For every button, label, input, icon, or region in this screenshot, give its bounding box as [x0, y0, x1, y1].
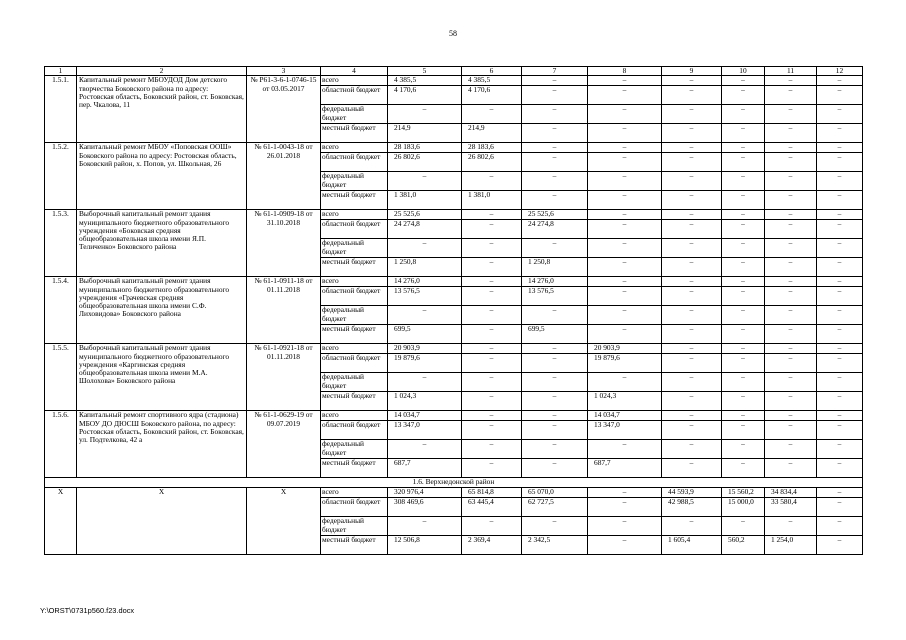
funding-source-cell: всего	[321, 210, 388, 220]
amount-cell: –	[388, 306, 462, 325]
project-name-cell: Выборочный капитальный ремонт здания муниципального бюджетного образовательного учреждения «Грачевская средняя общеобразовательная школа имени С.Ф. Лиховидова» Боковского района	[77, 277, 247, 344]
amount-cell: –	[462, 517, 522, 536]
amount-cell: –	[388, 239, 462, 258]
amount-cell: –	[817, 354, 863, 373]
amount-cell: 33 580,4	[765, 498, 817, 517]
amount-cell: –	[522, 306, 588, 325]
amount-cell: 20 903,9	[588, 344, 662, 354]
funding-source-cell: федеральный бюджет	[321, 105, 388, 124]
amount-cell: –	[588, 239, 662, 258]
amount-cell: –	[462, 220, 522, 239]
amount-cell: –	[722, 124, 765, 143]
total-marker-cell: Х	[77, 488, 247, 555]
header-cell: 3	[247, 67, 321, 76]
amount-cell: –	[817, 153, 863, 172]
amount-cell: –	[765, 143, 817, 153]
amount-cell: –	[817, 306, 863, 325]
amount-cell: –	[588, 220, 662, 239]
funding-source-cell: местный бюджет	[321, 258, 388, 277]
amount-cell: 34 834,4	[765, 488, 817, 498]
amount-cell: –	[462, 354, 522, 373]
amount-cell: –	[588, 373, 662, 392]
amount-cell: –	[388, 373, 462, 392]
amount-cell: –	[522, 440, 588, 459]
header-cell: 11	[765, 67, 817, 76]
amount-cell: –	[522, 86, 588, 105]
amount-cell: 1 024,3	[588, 392, 662, 411]
amount-cell: –	[765, 306, 817, 325]
amount-cell: –	[662, 411, 722, 421]
amount-cell: –	[765, 220, 817, 239]
project-name-cell: Выборочный капитальный ремонт здания муниципального бюджетного образовательного учреждения «Каргинская средняя общеобразовательная школа имени М.А. Шолохова» Боковского района	[77, 344, 247, 411]
amount-cell: –	[662, 105, 722, 124]
document-number-cell: № 61-1-0911-18 от 01.11.2018	[247, 277, 321, 344]
funding-source-cell: областной бюджет	[321, 220, 388, 239]
amount-cell: 14 276,0	[388, 277, 462, 287]
amount-cell: –	[662, 287, 722, 306]
amount-cell: –	[722, 373, 765, 392]
amount-cell: 13 576,5	[388, 287, 462, 306]
funding-source-cell: федеральный бюджет	[321, 239, 388, 258]
amount-cell: –	[817, 459, 863, 478]
project-name-cell: Капитальный ремонт спортивного ядра (стадиона) МБОУ ДО ДЮСШ Боковского района, по адресу: Ростовская область, Боковский район, ст. Боковская, ул. Подтелкова, 42 а	[77, 411, 247, 478]
amount-cell: –	[522, 239, 588, 258]
amount-cell: –	[722, 191, 765, 210]
amount-cell: –	[462, 344, 522, 354]
amount-cell: –	[462, 277, 522, 287]
item-number-cell: 1.5.3.	[45, 210, 77, 277]
amount-cell: 63 445,4	[462, 498, 522, 517]
funding-source-cell: местный бюджет	[321, 325, 388, 344]
funding-source-cell: федеральный бюджет	[321, 440, 388, 459]
amount-cell: –	[662, 172, 722, 191]
amount-cell: –	[522, 124, 588, 143]
amount-cell: –	[662, 210, 722, 220]
amount-cell: –	[522, 153, 588, 172]
amount-cell: –	[765, 440, 817, 459]
amount-cell: –	[522, 517, 588, 536]
header-cell: 9	[662, 67, 722, 76]
amount-cell: –	[817, 76, 863, 86]
document-number-cell: № 61-1-0921-18 от 01.11.2018	[247, 344, 321, 411]
funding-source-cell: федеральный бюджет	[321, 306, 388, 325]
amount-cell: –	[722, 306, 765, 325]
amount-cell: –	[588, 325, 662, 344]
header-row	[45, 67, 863, 76]
amount-cell: 699,5	[388, 325, 462, 344]
amount-cell: 25 525,6	[388, 210, 462, 220]
amount-cell: 1 254,0	[765, 536, 817, 555]
amount-cell: –	[462, 440, 522, 459]
item-number-cell: 1.5.5.	[45, 344, 77, 411]
amount-cell: –	[662, 124, 722, 143]
amount-cell: 26 802,6	[462, 153, 522, 172]
amount-cell: –	[817, 239, 863, 258]
amount-cell: 19 879,6	[388, 354, 462, 373]
amount-cell: –	[817, 498, 863, 517]
amount-cell: –	[817, 86, 863, 105]
amount-cell: –	[522, 354, 588, 373]
project-name-cell: Капитальный ремонт МБОУДОД Дом детского творчества Боковского района по адресу: Ростовская область, Боковский район, ст. Боковская, пер. Чкалова, 11	[77, 76, 247, 143]
amount-cell: –	[817, 488, 863, 498]
amount-cell: –	[722, 210, 765, 220]
amount-cell: 14 034,7	[588, 411, 662, 421]
amount-cell: –	[462, 172, 522, 191]
amount-cell: 19 879,6	[588, 354, 662, 373]
amount-cell: 20 903,9	[388, 344, 462, 354]
funding-source-cell: местный бюджет	[321, 191, 388, 210]
amount-cell: 4 385,5	[462, 76, 522, 86]
amount-cell: –	[522, 459, 588, 478]
table-row	[45, 210, 863, 220]
funding-source-cell: местный бюджет	[321, 459, 388, 478]
amount-cell: –	[662, 373, 722, 392]
amount-cell: –	[462, 287, 522, 306]
amount-cell: –	[722, 459, 765, 478]
amount-cell: –	[462, 411, 522, 421]
amount-cell: 25 525,6	[522, 210, 588, 220]
funding-source-cell: местный бюджет	[321, 536, 388, 555]
amount-cell: 65 814,8	[462, 488, 522, 498]
document-number-cell: № Р61-3-6-1-0746-15 от 03.05.2017	[247, 76, 321, 143]
amount-cell: –	[462, 306, 522, 325]
amount-cell: –	[722, 86, 765, 105]
amount-cell: –	[588, 277, 662, 287]
funding-source-cell: областной бюджет	[321, 498, 388, 517]
amount-cell: –	[765, 344, 817, 354]
amount-cell: –	[388, 172, 462, 191]
amount-cell: –	[388, 517, 462, 536]
amount-cell: –	[462, 258, 522, 277]
amount-cell: 15 560,2	[722, 488, 765, 498]
amount-cell: 214,9	[462, 124, 522, 143]
amount-cell: –	[662, 421, 722, 440]
amount-cell: –	[522, 191, 588, 210]
funding-source-cell: всего	[321, 488, 388, 498]
amount-cell: –	[522, 411, 588, 421]
amount-cell: –	[765, 325, 817, 344]
amount-cell: –	[462, 105, 522, 124]
amount-cell: –	[588, 440, 662, 459]
amount-cell: –	[722, 172, 765, 191]
header-cell: 5	[388, 67, 462, 76]
amount-cell: –	[588, 517, 662, 536]
amount-cell: 2 369,4	[462, 536, 522, 555]
funding-source-cell: федеральный бюджет	[321, 373, 388, 392]
amount-cell: –	[462, 210, 522, 220]
amount-cell: 1 024,3	[388, 392, 462, 411]
amount-cell: –	[462, 325, 522, 344]
amount-cell: 42 988,5	[662, 498, 722, 517]
amount-cell: –	[765, 517, 817, 536]
amount-cell: –	[588, 153, 662, 172]
amount-cell: –	[722, 344, 765, 354]
amount-cell: –	[765, 459, 817, 478]
funding-source-cell: местный бюджет	[321, 124, 388, 143]
amount-cell: –	[588, 306, 662, 325]
table-row	[45, 344, 863, 354]
amount-cell: –	[765, 153, 817, 172]
amount-cell: 28 183,6	[388, 143, 462, 153]
amount-cell: –	[817, 287, 863, 306]
footer-file-path: Y:\ORST\0731p560.f23.docx	[40, 606, 135, 615]
amount-cell: 560,2	[722, 536, 765, 555]
amount-cell: –	[662, 392, 722, 411]
table-row	[45, 488, 863, 498]
amount-cell: 14 276,0	[522, 277, 588, 287]
header-cell: 6	[462, 67, 522, 76]
amount-cell: –	[588, 258, 662, 277]
amount-cell: –	[522, 373, 588, 392]
amount-cell: 65 070,0	[522, 488, 588, 498]
amount-cell: –	[722, 277, 765, 287]
header-cell: 2	[77, 67, 247, 76]
amount-cell: –	[462, 421, 522, 440]
item-number-cell: 1.5.2.	[45, 143, 77, 210]
amount-cell: 44 593,9	[662, 488, 722, 498]
amount-cell: –	[662, 143, 722, 153]
funding-source-cell: всего	[321, 277, 388, 287]
amount-cell: –	[722, 421, 765, 440]
amount-cell: –	[817, 172, 863, 191]
amount-cell: –	[588, 488, 662, 498]
amount-cell: 26 802,6	[388, 153, 462, 172]
header-cell: 8	[588, 67, 662, 76]
amount-cell: –	[765, 86, 817, 105]
amount-cell: –	[765, 373, 817, 392]
amount-cell: –	[765, 392, 817, 411]
amount-cell: 62 727,5	[522, 498, 588, 517]
amount-cell: –	[722, 153, 765, 172]
funding-source-cell: федеральный бюджет	[321, 517, 388, 536]
amount-cell: –	[817, 344, 863, 354]
amount-cell: –	[817, 124, 863, 143]
amount-cell: 699,5	[522, 325, 588, 344]
amount-cell: –	[817, 277, 863, 287]
total-marker-cell: Х	[45, 488, 77, 555]
amount-cell: –	[817, 517, 863, 536]
budget-table	[44, 66, 863, 555]
amount-cell: –	[817, 411, 863, 421]
amount-cell: –	[588, 172, 662, 191]
amount-cell: –	[662, 86, 722, 105]
header-cell: 1	[45, 67, 77, 76]
section-title-row	[45, 478, 863, 488]
item-number-cell: 1.5.1.	[45, 76, 77, 143]
header-cell: 12	[817, 67, 863, 76]
amount-cell: –	[765, 210, 817, 220]
amount-cell: 13 576,5	[522, 287, 588, 306]
amount-cell: –	[388, 440, 462, 459]
amount-cell: –	[522, 76, 588, 86]
amount-cell: –	[765, 287, 817, 306]
header-cell: 10	[722, 67, 765, 76]
amount-cell: 14 034,7	[388, 411, 462, 421]
amount-cell: 214,9	[388, 124, 462, 143]
amount-cell: –	[765, 172, 817, 191]
amount-cell: –	[722, 517, 765, 536]
total-marker-cell: Х	[247, 488, 321, 555]
amount-cell: 4 170,6	[462, 86, 522, 105]
amount-cell: 13 347,0	[588, 421, 662, 440]
amount-cell: –	[817, 105, 863, 124]
amount-cell: –	[817, 325, 863, 344]
amount-cell: –	[765, 76, 817, 86]
header-cell: 7	[522, 67, 588, 76]
document-number-cell: № 61-1-0909-18 от 31.10.2018	[247, 210, 321, 277]
amount-cell: –	[817, 440, 863, 459]
page-number: 58	[449, 29, 457, 38]
amount-cell: –	[817, 220, 863, 239]
amount-cell: –	[522, 172, 588, 191]
funding-source-cell: областной бюджет	[321, 153, 388, 172]
amount-cell: –	[662, 258, 722, 277]
amount-cell: –	[722, 411, 765, 421]
table-row	[45, 277, 863, 287]
table-row	[45, 143, 863, 153]
funding-source-cell: областной бюджет	[321, 421, 388, 440]
amount-cell: –	[588, 287, 662, 306]
item-number-cell: 1.5.4.	[45, 277, 77, 344]
amount-cell: 13 347,0	[388, 421, 462, 440]
amount-cell: –	[662, 440, 722, 459]
amount-cell: –	[722, 392, 765, 411]
amount-cell: –	[722, 354, 765, 373]
amount-cell: –	[588, 124, 662, 143]
amount-cell: 320 976,4	[388, 488, 462, 498]
amount-cell: 24 274,8	[522, 220, 588, 239]
amount-cell: –	[588, 143, 662, 153]
amount-cell: 24 274,8	[388, 220, 462, 239]
document-number-cell: № 61-1-0043-18 от 26.01.2018	[247, 143, 321, 210]
amount-cell: –	[817, 421, 863, 440]
amount-cell: –	[765, 191, 817, 210]
amount-cell: –	[765, 239, 817, 258]
funding-source-cell: всего	[321, 143, 388, 153]
amount-cell: –	[462, 459, 522, 478]
amount-cell: –	[588, 191, 662, 210]
amount-cell: –	[765, 258, 817, 277]
amount-cell: –	[388, 105, 462, 124]
amount-cell: –	[588, 76, 662, 86]
amount-cell: 4 385,5	[388, 76, 462, 86]
amount-cell: –	[662, 239, 722, 258]
header-cell: 4	[321, 67, 388, 76]
amount-cell: –	[662, 325, 722, 344]
section-title: 1.6. Верхнедонской район	[45, 478, 863, 488]
amount-cell: –	[722, 325, 765, 344]
amount-cell: –	[722, 76, 765, 86]
amount-cell: –	[662, 153, 722, 172]
amount-cell: –	[522, 143, 588, 153]
amount-cell: –	[722, 287, 765, 306]
amount-cell: –	[522, 105, 588, 124]
funding-source-cell: областной бюджет	[321, 86, 388, 105]
amount-cell: –	[765, 354, 817, 373]
amount-cell: –	[662, 517, 722, 536]
amount-cell: 687,7	[588, 459, 662, 478]
amount-cell: –	[722, 143, 765, 153]
amount-cell: 1 381,0	[462, 191, 522, 210]
amount-cell: 687,7	[388, 459, 462, 478]
amount-cell: –	[662, 306, 722, 325]
amount-cell: –	[817, 392, 863, 411]
amount-cell: –	[662, 76, 722, 86]
funding-source-cell: федеральный бюджет	[321, 172, 388, 191]
amount-cell: –	[662, 354, 722, 373]
amount-cell: –	[817, 373, 863, 392]
amount-cell: –	[662, 344, 722, 354]
amount-cell: –	[588, 498, 662, 517]
amount-cell: –	[588, 536, 662, 555]
amount-cell: 15 000,0	[722, 498, 765, 517]
project-name-cell: Выборочный капитальный ремонт здания муниципального бюджетного образовательного учреждения «Боковская средняя общеобразовательная школа имени Я.П. Теличенко» Боковского района	[77, 210, 247, 277]
amount-cell: 1 381,0	[388, 191, 462, 210]
amount-cell: –	[662, 277, 722, 287]
funding-source-cell: всего	[321, 411, 388, 421]
amount-cell: –	[722, 239, 765, 258]
amount-cell: 1 250,8	[522, 258, 588, 277]
amount-cell: 4 170,6	[388, 86, 462, 105]
amount-cell: –	[462, 392, 522, 411]
amount-cell: –	[765, 421, 817, 440]
amount-cell: –	[522, 421, 588, 440]
amount-cell: –	[588, 210, 662, 220]
amount-cell: –	[765, 124, 817, 143]
amount-cell: –	[662, 459, 722, 478]
amount-cell: –	[588, 86, 662, 105]
amount-cell: 1 250,8	[388, 258, 462, 277]
amount-cell: –	[662, 220, 722, 239]
amount-cell: –	[588, 105, 662, 124]
funding-source-cell: областной бюджет	[321, 287, 388, 306]
amount-cell: 12 506,8	[388, 536, 462, 555]
project-name-cell: Капитальный ремонт МБОУ «Поповская ООШ» Боковского района по адресу: Ростовская область, Боковский район, х. Попов, ул. Школьная, 26	[77, 143, 247, 210]
amount-cell: 308 469,6	[388, 498, 462, 517]
amount-cell: 1 605,4	[662, 536, 722, 555]
amount-cell: –	[817, 191, 863, 210]
amount-cell: –	[522, 344, 588, 354]
amount-cell: –	[462, 239, 522, 258]
amount-cell: –	[765, 105, 817, 124]
amount-cell: –	[722, 258, 765, 277]
funding-source-cell: местный бюджет	[321, 392, 388, 411]
amount-cell: –	[662, 191, 722, 210]
amount-cell: –	[817, 143, 863, 153]
amount-cell: –	[462, 373, 522, 392]
amount-cell: 2 342,5	[522, 536, 588, 555]
amount-cell: –	[817, 210, 863, 220]
amount-cell: –	[722, 220, 765, 239]
amount-cell: –	[765, 277, 817, 287]
amount-cell: –	[817, 536, 863, 555]
amount-cell: –	[522, 392, 588, 411]
amount-cell: –	[722, 440, 765, 459]
funding-source-cell: всего	[321, 76, 388, 86]
table-row	[45, 76, 863, 86]
amount-cell: –	[817, 258, 863, 277]
item-number-cell: 1.5.6.	[45, 411, 77, 478]
amount-cell: 28 183,6	[462, 143, 522, 153]
document-number-cell: № 61-1-0629-19 от 09.07.2019	[247, 411, 321, 478]
funding-source-cell: областной бюджет	[321, 354, 388, 373]
amount-cell: –	[722, 105, 765, 124]
table-row	[45, 411, 863, 421]
amount-cell: –	[765, 411, 817, 421]
funding-source-cell: всего	[321, 344, 388, 354]
